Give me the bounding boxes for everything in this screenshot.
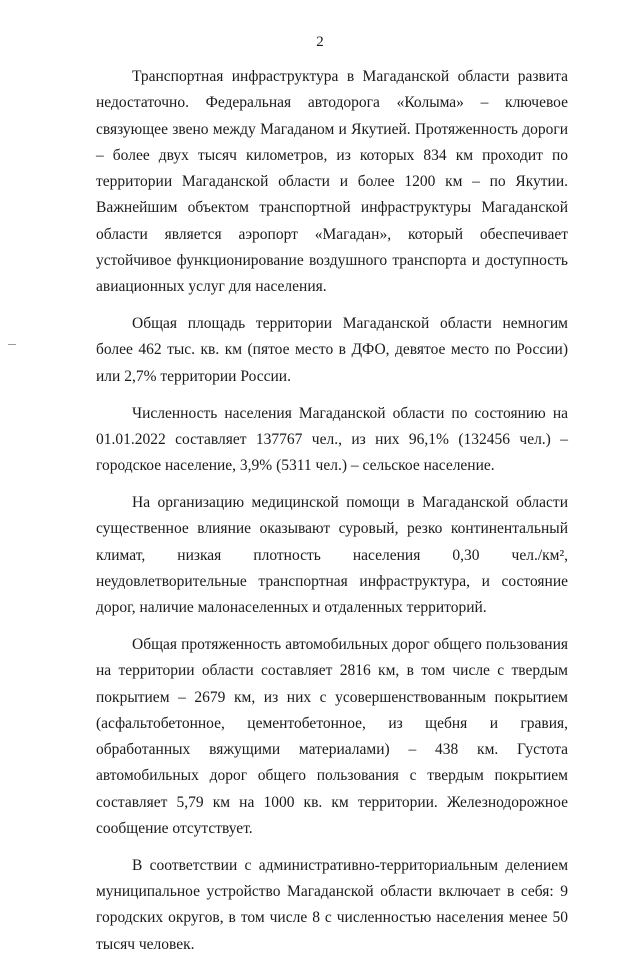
paragraph-municipal-structure: В соответствии с административно-территориальным делением муниципальное устройство Магаданской области включает в себя: 9 городских округов, в том числе 8 с численностью населения менее 50 тысяч человек. xyxy=(96,856,568,953)
paragraph-roads: Общая протяженность автомобильных дорог общего пользования на территории области составляет 2816 км, в том числе с твердым покрытием – 2679 км, из них с усовершенствованным покрытием (асфальтобетонное, цементобетонное, из щебня и гравия, обработанных вяжущими материалами) – 438 км. Густота автомобильных дорог общего пользования с твердым покрытием составляет 5,79 км на 1000 кв. км территории. Железнодорожное сообщение отсутствует. xyxy=(96,635,568,838)
document-body xyxy=(96,64,568,958)
page-number: 2 xyxy=(316,34,324,50)
margin-mark xyxy=(8,344,16,345)
paragraph-territory-area: Общая площадь территории Магаданской области немногим более 462 тыс. кв. км (пятое место в ДФО, девятое место по России) или 2,7% территории России. xyxy=(96,315,568,385)
paragraph-transport-infrastructure: Транспортная инфраструктура в Магаданской области развита недостаточно. Федеральная автодорога «Колыма» – ключевое связующее звено между Магаданом и Якутией. Протяженность дороги – более двух тысяч километров, из которых 834 км проходит по территории Магаданской области и более 1200 км – по Якутии. Важнейшим объектом транспортной инфраструктуры Магаданской области является аэропорт «Магадан», который обеспечивает устойчивое функционирование воздушного транспорта и доступность авиационных услуг для населения. xyxy=(96,68,568,296)
paragraph-medical-care-factors: На организацию медицинской помощи в Магаданской области существенное влияние оказывают суровый, резко континентальный климат, низкая плотность населения 0,30 чел./км², неудовлетворительные транспортная инфраструктура, и состояние дорог, наличие малонаселенных и отдаленных территорий. xyxy=(96,493,568,617)
paragraph-population: Численность населения Магаданской области по состоянию на 01.01.2022 составляет 137767 чел., из них 96,1% (132456 чел.) – городское население, 3,9% (5311 чел.) – сельское население. xyxy=(96,404,568,475)
